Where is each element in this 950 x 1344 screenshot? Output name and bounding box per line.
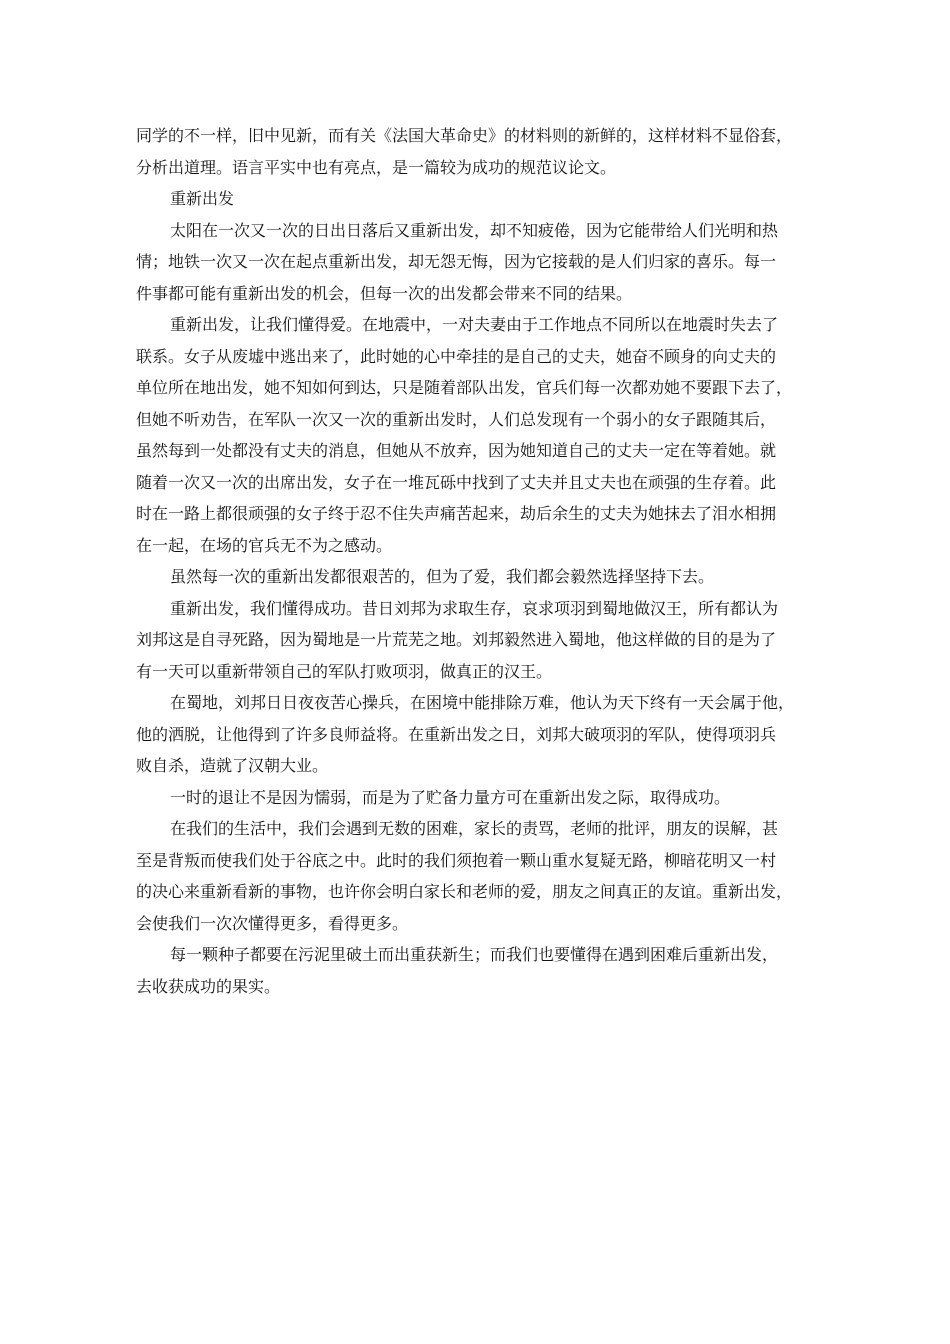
paragraph-line: 虽然每到一处都没有丈夫的消息，但她从不放弃，因为她知道自己的丈夫一定在等着她。就 [136, 441, 777, 460]
paragraph-line: 败自杀，造就了汉朝大业。 [136, 756, 329, 775]
paragraph-line: 同学的不一样，旧中见新，而有关《法国大革命史》的材料则的新鲜的，这样材料不显俗套， [136, 126, 793, 145]
paragraph-line: 虽然每一次的重新出发都很艰苦的，但为了爱，我们都会毅然选择坚持下去。 [170, 567, 715, 586]
paragraph-line: 情；地铁一次又一次在起点重新出发，却无怨无悔，因为它接载的是人们归家的喜乐。每一 [136, 252, 777, 271]
paragraph-line: 但她不听劝告，在军队一次又一次的重新出发时，人们总发现有一个弱小的女子跟随其后， [136, 409, 777, 429]
paragraph-line: 在蜀地，刘邦日日夜夜苦心操兵，在困境中能排除万难，他认为天下终有一天会属于他， [170, 693, 795, 712]
paragraph-line: 在我们的生活中，我们会遇到无数的困难，家长的责骂，老师的批评，朋友的误解，甚 [170, 819, 779, 838]
paragraph-line: 刘邦这是自寻死路，因为蜀地是一片荒芜之地。刘邦毅然进入蜀地，他这样做的目的是为了 [136, 630, 777, 649]
paragraph-line: 去收获成功的果实。 [136, 976, 281, 996]
paragraph-line: 随着一次又一次的出席出发，女子在一堆瓦砾中找到了丈夫并且丈夫也在顽强的生存着。此 [136, 472, 777, 492]
paragraph-line: 每一颗种子都要在污泥里破土而出重获新生；而我们也要懂得在遇到困难后重新出发， [170, 945, 779, 964]
paragraph-line: 件事都可能有重新出发的机会，但每一次的出发都会带来不同的结果。 [136, 283, 633, 303]
essay-body [136, 120, 820, 1002]
paragraph-line: 重新出发，让我们懂得爱。在地震中，一对夫妻由于工作地点不同所以在地震时失去了 [170, 315, 779, 334]
paragraph-line: 时在一路上都很顽强的女子终于忍不住失声痛苦起来，劫后余生的丈夫为她抹去了泪水相拥 [136, 504, 777, 523]
paragraph-line: 一时的退让不是因为懦弱，而是为了贮备力量方可在重新出发之际，取得成功。 [170, 787, 731, 807]
paragraph-line: 的决心来重新看新的事物，也许你会明白家长和老师的爱，朋友之间真正的友谊。重新出发， [136, 882, 793, 901]
paragraph-line: 至是背叛而使我们处于谷底之中。此时的我们须抱着一颗山重水复疑无路，柳暗花明又一村 [136, 850, 777, 870]
paragraph-line: 他的洒脱，让他得到了许多良师益将。在重新出发之日，刘邦大破项羽的军队，使得项羽兵 [136, 724, 777, 744]
paragraph-line: 太阳在一次又一次的日出日落后又重新出发，却不知疲倦，因为它能带给人们光明和热 [170, 220, 779, 240]
paragraph-line: 有一天可以重新带领自己的军队打败项羽，做真正的汉王。 [136, 661, 553, 681]
paragraph-line: 分析出道理。语言平实中也有亮点，是一篇较为成功的规范议论文。 [136, 157, 617, 177]
paragraph-line: 重新出发，我们懂得成功。昔日刘邦为求取生存，哀求项羽到蜀地做汉王，所有都认为 [170, 598, 779, 618]
paragraph-line: 单位所在地出发，她不知如何到达，只是随着部队出发，官兵们每一次都劝她不要跟下去了， [136, 378, 793, 397]
paragraph-line: 在一起，在场的官兵无不为之感动。 [136, 535, 393, 555]
essay-title: 重新出发 [170, 189, 235, 208]
paragraph-line: 会使我们一次次懂得更多，看得更多。 [136, 913, 409, 933]
paragraph-line: 联系。女子从废墟中逃出来了，此时她的心中牵挂的是自己的丈夫，她奋不顾身的向丈夫的 [136, 346, 777, 366]
